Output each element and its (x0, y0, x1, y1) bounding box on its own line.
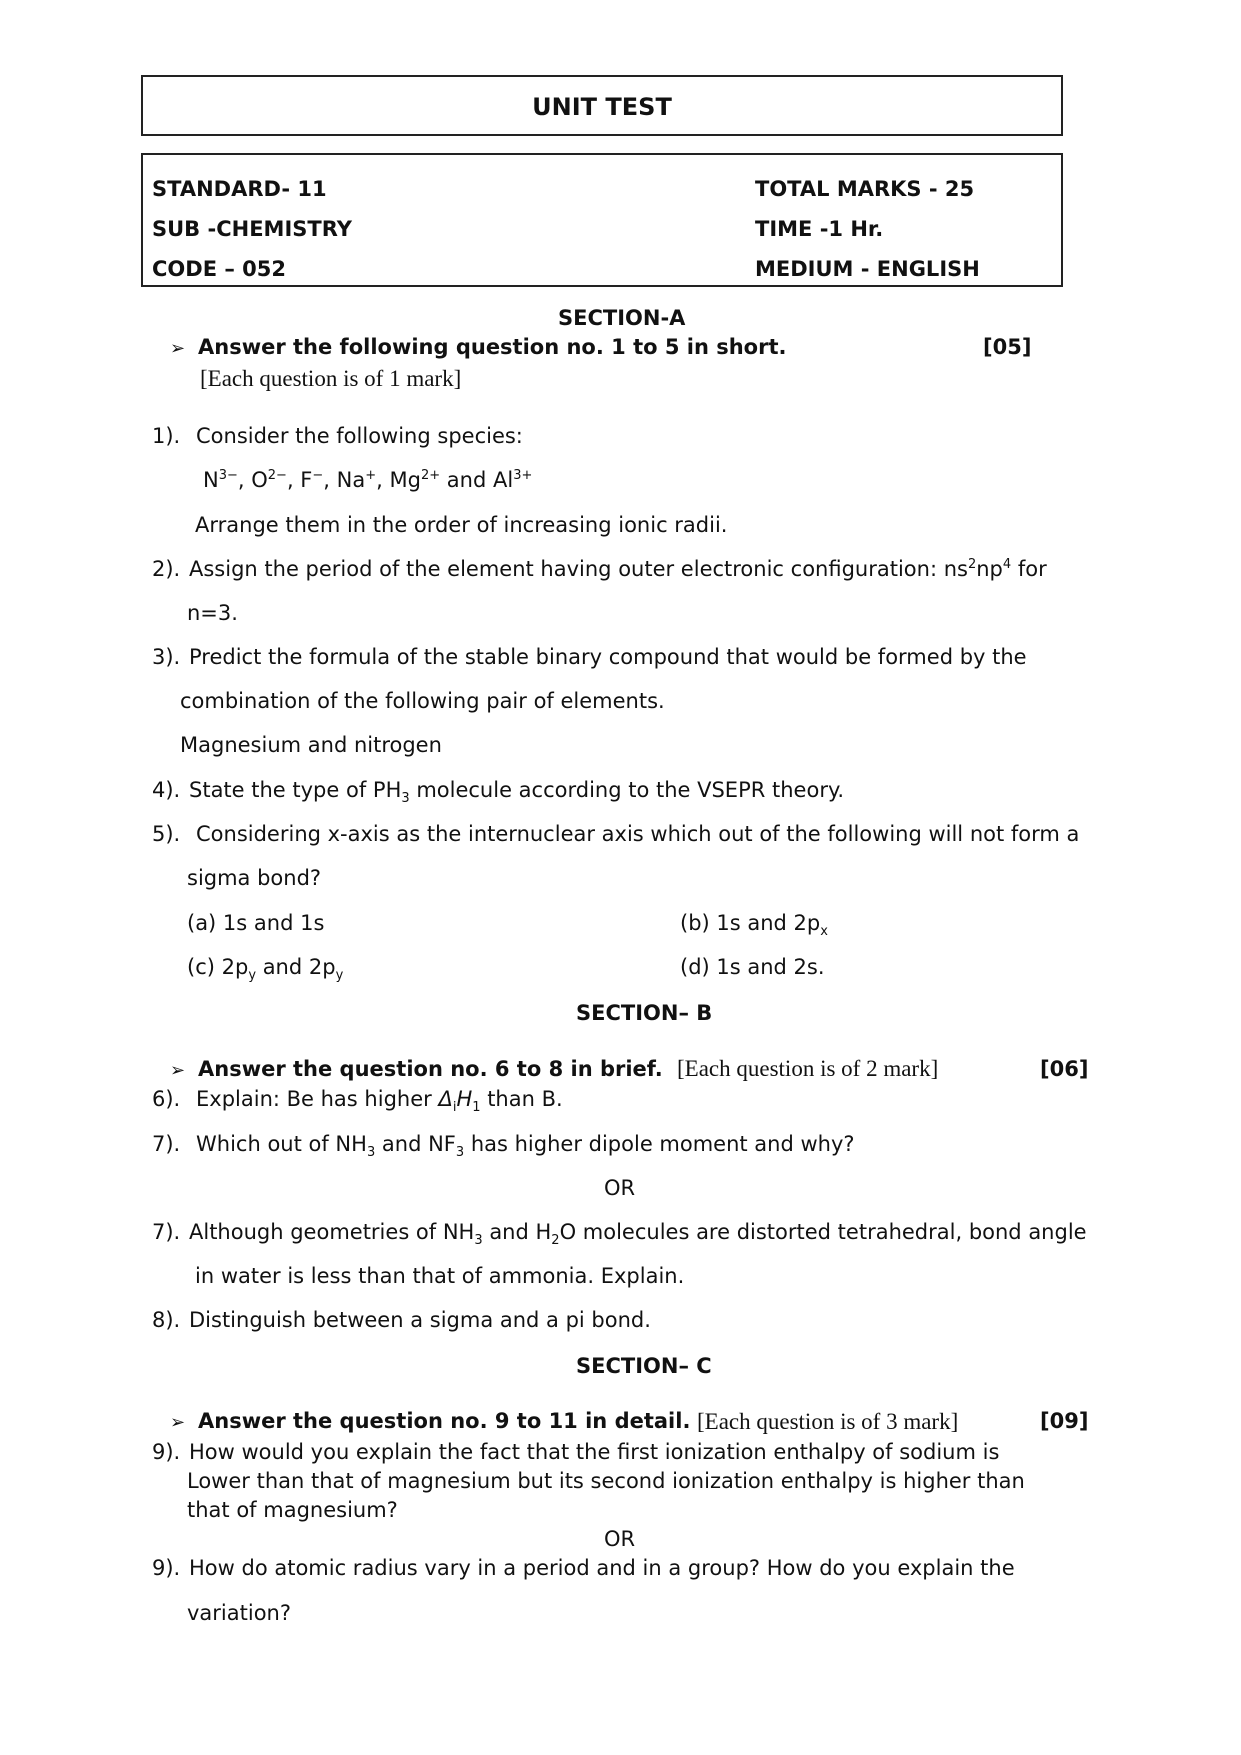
species-f-charge: − (312, 468, 324, 483)
q2-text-a: Assign the period of the element having outer electronic configuration: ns (189, 557, 968, 581)
q7b-text-c: O molecules are distorted tetrahedral, bond angle (559, 1220, 1087, 1244)
section-a-instruction-text: Answer the following question no. 1 to 5 in short. (198, 335, 787, 359)
q5-line2: sigma bond? (187, 866, 322, 890)
q6-number: 6). (152, 1087, 181, 1111)
section-a-title: SECTION-A (558, 306, 686, 330)
q6-text-a: Explain: Be has higher (196, 1087, 439, 1111)
q7-sub1: 3 (366, 1145, 376, 1161)
q7-sub2: 3 (455, 1145, 465, 1161)
q7b-text-a: Although geometries of NH (189, 1220, 475, 1244)
arrow-bullet-icon: ➢ (170, 1060, 186, 1081)
page-title: UNIT TEST (532, 93, 672, 121)
or-divider-2: OR (604, 1527, 636, 1551)
q2-text-b: np (976, 557, 1003, 581)
q2-number: 2). (152, 557, 181, 581)
section-c-instruction-text: Answer the question no. 9 to 11 in detail. (198, 1409, 691, 1433)
species-mg-charge: 2+ (420, 468, 441, 483)
total-marks-label: TOTAL MARKS - 25 (755, 177, 975, 201)
subject-label: SUB -CHEMISTRY (152, 217, 352, 241)
section-b-marks: [06] (1040, 1057, 1089, 1081)
or-divider: OR (604, 1176, 636, 1200)
q5-option-b (680, 911, 828, 940)
q7-text (196, 1132, 855, 1161)
arrow-bullet-icon: ➢ (170, 338, 186, 359)
section-c-instruction (170, 1411, 690, 1432)
species-na: , Na (323, 468, 366, 492)
species-al-charge: 3+ (513, 468, 533, 483)
medium-label: MEDIUM - ENGLISH (755, 257, 980, 281)
section-b-instruction-text: Answer the question no. 6 to 8 in brief. (198, 1057, 663, 1081)
q6-sub-i: i (452, 1100, 457, 1116)
q7b-number: 7). (152, 1220, 181, 1244)
q5-line1: Considering x-axis as the internuclear axis which out of the following will not form a (196, 822, 1080, 846)
q6-delta-symbol: Δ (438, 1087, 453, 1111)
species-mg: , Mg (376, 468, 421, 492)
q9-line1: How would you explain the fact that the first ionization enthalpy of sodium is (189, 1440, 1000, 1464)
q3-number: 3). (152, 645, 181, 669)
section-c-note: [Each question is of 3 mark] (697, 1409, 959, 1434)
q5-option-a: (a) 1s and 1s (187, 911, 325, 935)
q9b-line1: How do atomic radius vary in a period and in a group? How do you explain the (189, 1556, 1015, 1580)
q7-text-c: has higher dipole moment and why? (464, 1132, 855, 1156)
q1-text: Consider the following species: (196, 424, 523, 448)
q3-line2: combination of the following pair of elements. (180, 689, 665, 713)
q3-line3: Magnesium and nitrogen (180, 733, 442, 757)
q5-option-c (187, 955, 344, 984)
q5-option-c-a: (c) 2p (187, 955, 249, 979)
title-box (141, 75, 1063, 136)
q5-option-c-sub2: y (335, 968, 344, 984)
q2-text (189, 559, 1047, 580)
q6-text-b: than B. (480, 1087, 563, 1111)
q9b-number: 9). (152, 1556, 181, 1580)
q5-option-d: (d) 1s and 2s. (680, 955, 825, 979)
section-b-instruction (170, 1059, 663, 1080)
q8-text: Distinguish between a sigma and a pi bond. (189, 1308, 651, 1332)
exam-info-box (141, 153, 1063, 287)
q4-text (189, 778, 845, 807)
section-a-marks: [05] (983, 335, 1032, 359)
q1-arrange: Arrange them in the order of increasing ionic radii. (195, 513, 728, 537)
q7b-sub2: 2 (551, 1233, 560, 1249)
q9b-line2: variation? (187, 1601, 292, 1625)
q3-line1: Predict the formula of the stable binary compound that would be formed by the (189, 645, 1027, 669)
q7-text-b: and NF (375, 1132, 456, 1156)
section-b-note: [Each question is of 2 mark] (677, 1056, 939, 1081)
arrow-bullet-icon: ➢ (170, 1412, 186, 1433)
q2-continuation: n=3. (187, 601, 238, 625)
q5-option-c-sub1: y (248, 968, 257, 984)
q1-species (203, 470, 532, 491)
q2-text-c: for (1011, 557, 1047, 581)
q7b-continuation: in water is less than that of ammonia. Explain. (195, 1264, 685, 1288)
species-f: , F (286, 468, 313, 492)
q7b-text (189, 1220, 1087, 1249)
q4-text-b: molecule according to the VSEPR theory. (409, 778, 845, 802)
q6-text (196, 1087, 563, 1116)
species-n: N (203, 468, 219, 492)
q2-sup1: 2 (967, 557, 977, 572)
q7-number: 7). (152, 1132, 181, 1156)
q7b-sub1: 3 (474, 1233, 483, 1249)
species-na-charge: + (365, 468, 377, 483)
standard-label: STANDARD- 11 (152, 177, 327, 201)
section-c-marks: [09] (1040, 1409, 1089, 1433)
q1-number: 1). (152, 424, 181, 448)
q7b-text-b: and H (482, 1220, 552, 1244)
q5-number: 5). (152, 822, 181, 846)
section-a-note: [Each question is of 1 mark] (200, 366, 462, 391)
q6-sub-1: 1 (472, 1100, 481, 1116)
q5-option-b-sub: x (820, 924, 828, 940)
species-o-charge: 2− (267, 468, 287, 483)
section-c-title: SECTION– C (576, 1354, 712, 1378)
q4-number: 4). (152, 778, 181, 802)
q6-h-symbol: H (456, 1087, 473, 1111)
time-label: TIME -1 Hr. (755, 217, 884, 241)
q7-text-a: Which out of NH (196, 1132, 367, 1156)
section-b-title: SECTION– B (576, 1001, 713, 1025)
q5-option-b-text: (b) 1s and 2p (680, 911, 821, 935)
species-al: and Al (440, 468, 514, 492)
code-label: CODE – 052 (152, 257, 286, 281)
species-n-charge: 3− (218, 468, 238, 483)
q2-sup2: 4 (1002, 557, 1012, 572)
q4-sub: 3 (401, 791, 410, 807)
q9-line2: Lower than that of magnesium but its second ionization enthalpy is higher than (187, 1469, 1025, 1493)
q9-line3: that of magnesium? (187, 1498, 398, 1522)
q9-number: 9). (152, 1440, 181, 1464)
q4-text-a: State the type of PH (189, 778, 402, 802)
q5-option-c-b: and 2p (256, 955, 336, 979)
section-a-instruction (170, 337, 786, 358)
q8-number: 8). (152, 1308, 181, 1332)
species-o: , O (237, 468, 268, 492)
